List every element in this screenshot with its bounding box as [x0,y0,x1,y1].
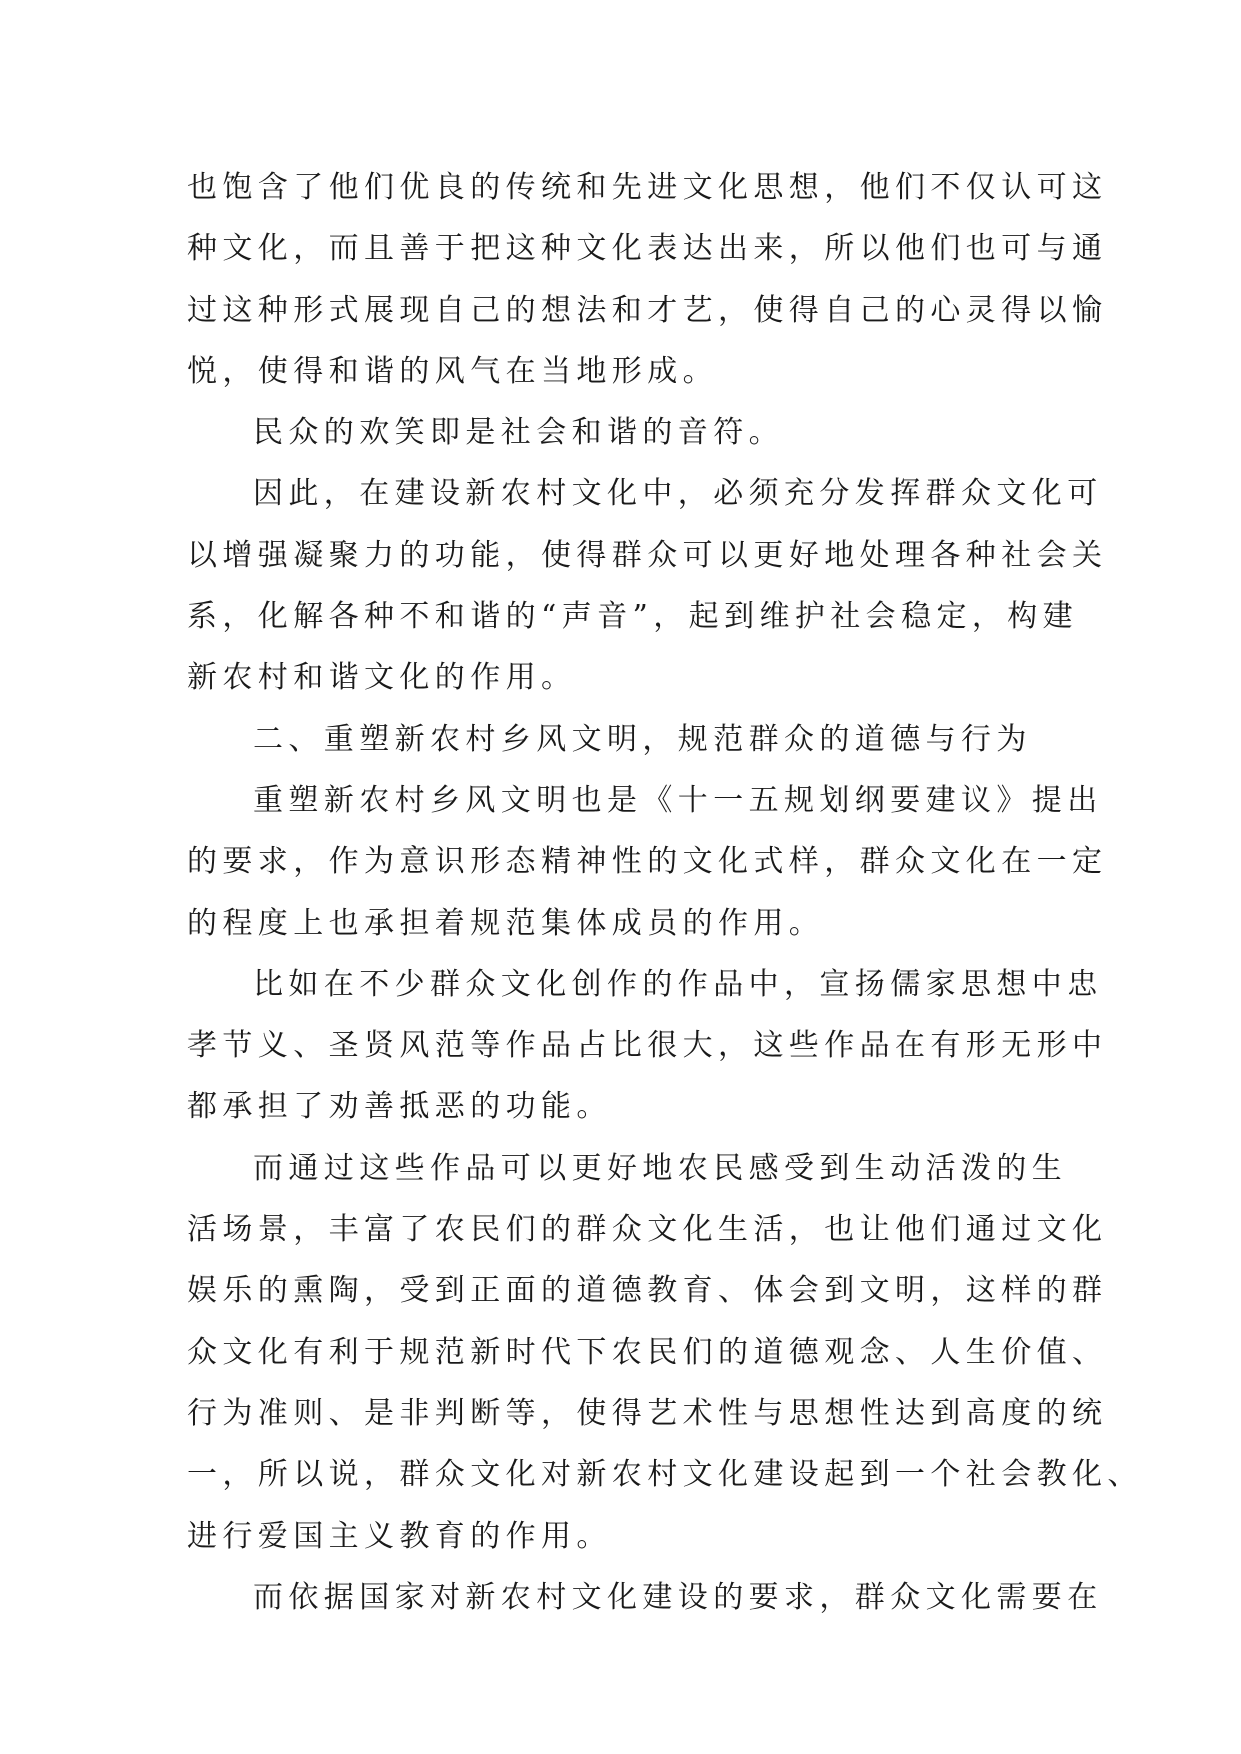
text-line: 众文化有利于规范新时代下农民们的道德观念、人生价值、 [187,1334,1108,1370]
section-heading: 二、重塑新农村乡风文明，规范群众的道德与行为 [253,721,1032,757]
text-line: 过这种形式展现自己的想法和才艺，使得自己的心灵得以愉 [187,292,1108,328]
paragraph-start-line: 因此，在建设新农村文化中，必须充分发挥群众文化可 [253,476,1103,512]
text-line: 悦，使得和谐的风气在当地形成。 [187,353,718,389]
paragraph-start-line: 而通过这些作品可以更好地农民感受到生动活泼的生 [253,1150,1068,1186]
text-line: 一，所以说，群众文化对新农村文化建设起到一个社会教化、 [187,1457,1143,1493]
text-line: 孝节义、圣贤风范等作品占比很大，这些作品在有形无形中 [187,1028,1108,1064]
text-line: 娱乐的熏陶，受到正面的道德教育、体会到文明，这样的群 [187,1273,1108,1309]
body-text [187,157,1143,1628]
text-line: 进行爱国主义教育的作用。 [187,1518,612,1554]
paragraph-start-line: 而依据国家对新农村文化建设的要求，群众文化需要在 [253,1579,1103,1615]
text-line: 也饱含了他们优良的传统和先进文化思想，他们不仅认可这 [187,170,1108,205]
text-line: 种文化，而且善于把这种文化表达出来，所以他们也可与通 [187,231,1108,267]
text-line: 都承担了劝善抵恶的功能。 [187,1089,612,1125]
paragraph-start-line: 重塑新农村乡风文明也是《十一五规划纲要建议》提出 [253,782,1103,818]
paragraph-start-line: 民众的欢笑即是社会和谐的音符。 [253,415,784,451]
text-line: 系，化解各种不和谐的“声音”，起到维护社会稳定，构建 [187,599,1079,635]
text-line: 新农村和谐文化的作用。 [187,660,577,696]
paragraph-start-line: 比如在不少群众文化创作的作品中，宣扬儒家思想中忠 [253,966,1103,1002]
text-line: 的程度上也承担着规范集体成员的作用。 [187,905,825,941]
text-line: 以增强凝聚力的功能，使得群众可以更好地处理各种社会关 [187,537,1108,573]
text-line: 活场景，丰富了农民们的群众文化生活，也让他们通过文化 [187,1212,1108,1248]
text-line: 行为准则、是非判断等，使得艺术性与思想性达到高度的统 [187,1395,1108,1431]
text-line: 的要求，作为意识形态精神性的文化式样，群众文化在一定 [187,844,1108,880]
